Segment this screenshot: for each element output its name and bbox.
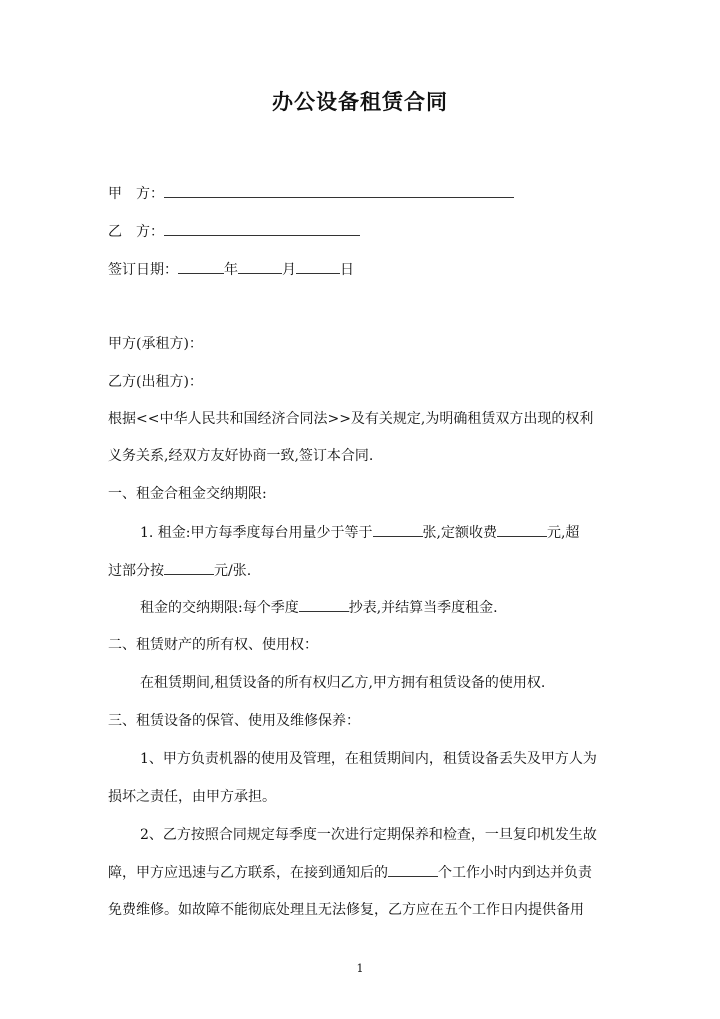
party-b-blank[interactable] (164, 221, 360, 236)
payment-term-text-1: 租金的交纳期限:每个季度 (140, 600, 299, 616)
custody-line-2: 损坏之责任，由甲方承担。 (108, 789, 276, 805)
party-b-line (108, 221, 360, 242)
custody-line-1: 1、甲方负责机器的使用及管理，在租赁期间内，租赁设备丢失及甲方人为 (140, 751, 597, 767)
section-1-heading: 一、租金合租金交纳期限: (108, 486, 267, 502)
response-hours-blank[interactable] (388, 862, 438, 877)
party-a-blank[interactable] (164, 183, 514, 198)
year-blank[interactable] (178, 259, 224, 274)
maintenance-line-1: 2、乙方按照合同规定每季度一次进行定期保养和检查，一旦复印机发生故 (140, 827, 597, 843)
rent-clause-text-1: 1. 租金:甲方每季度每台用量少于等于 (140, 525, 373, 541)
maintenance-line-3: 免费维修。如故障不能彻底处理且无法修复，乙方应在五个工作日内提供备用 (108, 902, 584, 918)
fixed-fee-blank[interactable] (497, 522, 547, 537)
party-a-line (108, 183, 514, 204)
sign-date-line (108, 259, 354, 280)
month-label: 月 (282, 262, 296, 278)
rent-clause-text-5: 元/张. (214, 563, 252, 579)
maintenance-line-2 (108, 862, 592, 883)
month-blank[interactable] (238, 259, 282, 274)
excess-rate-blank[interactable] (164, 560, 214, 575)
lessee-line: 甲方(承租方)： (108, 336, 203, 352)
payment-term-text-2: 抄表,并结算当季度租金. (348, 600, 498, 616)
preamble-line-2: 义务关系,经双方友好协商一致,签订本合同. (108, 448, 374, 464)
section-2-heading: 二、租赁财产的所有权、使用权： (108, 637, 318, 653)
rent-clause-text-2: 张,定额收费 (422, 525, 497, 541)
party-b-label: 乙 方： (108, 224, 164, 240)
rent-clause-line-2 (108, 560, 251, 581)
party-a-label: 甲 方： (108, 186, 164, 202)
section-3-heading: 三、租赁设备的保管、使用及维修保养： (108, 713, 360, 729)
sign-date-label: 签订日期： (108, 262, 178, 278)
payment-term-line (140, 597, 498, 618)
rent-clause-text-4: 过部分按 (108, 563, 164, 579)
rent-clause-line-1 (140, 522, 579, 543)
sheet-quota-blank[interactable] (373, 522, 423, 537)
document-title: 办公设备租赁合同 (272, 90, 448, 114)
maintenance-text-2: 个工作小时内到达并负责 (438, 865, 592, 881)
preamble-line-1: 根据<<中华人民共和国经济合同法>>及有关规定,为明确租赁双方出现的权利 (108, 411, 594, 427)
maintenance-text-1: 障，甲方应迅速与乙方联系，在接到通知后的 (108, 865, 388, 881)
day-label: 日 (340, 262, 354, 278)
lessor-line: 乙方(出租方)： (108, 374, 203, 390)
day-blank[interactable] (296, 259, 340, 274)
reading-time-blank[interactable] (299, 597, 349, 612)
page-number: 1 (356, 962, 364, 975)
ownership-line: 在租赁期间,租赁设备的所有权归乙方,甲方拥有租赁设备的使用权. (140, 675, 546, 691)
rent-clause-text-3: 元,超 (546, 525, 580, 541)
year-label: 年 (224, 262, 238, 278)
